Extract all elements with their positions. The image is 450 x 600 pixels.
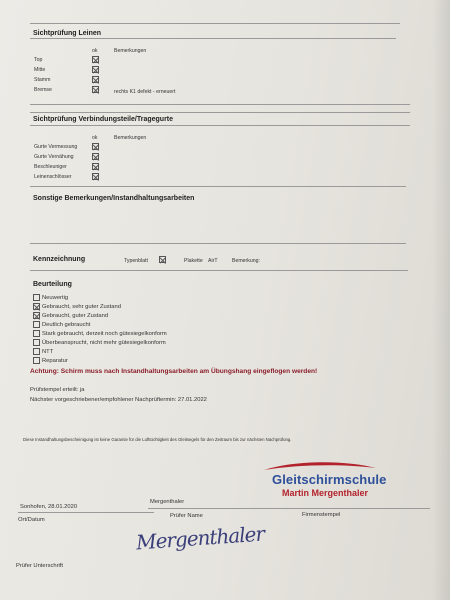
logo-line1: Gleitschirmschule xyxy=(272,472,387,487)
section-title-beurteilung: Beurteilung xyxy=(33,281,72,288)
row-label: Beschleuniger xyxy=(34,164,67,170)
ok-checkbox[interactable] xyxy=(92,143,99,150)
condition-checkbox[interactable] xyxy=(33,294,40,301)
condition-label: Überbeansprucht, nicht mehr gütesiegelkonform xyxy=(42,340,166,346)
warning-text: Achtung: Schirm muss nach Instandhaltungsarbeiten am Übungshang eingeflogen werden! xyxy=(30,368,318,375)
row-remark: rechts K1 defekt - erneuert xyxy=(114,89,176,95)
condition-checkbox[interactable] xyxy=(33,348,40,355)
ok-checkbox[interactable] xyxy=(92,86,99,93)
pruefer-name-label: Prüfer Name xyxy=(170,513,203,519)
pruefer-unterschrift-label: Prüfer Unterschrift xyxy=(16,563,64,569)
condition-checkbox[interactable] xyxy=(33,303,40,310)
ok-checkbox[interactable] xyxy=(92,66,99,73)
condition-checkbox[interactable] xyxy=(33,321,40,328)
page-edge-shadow xyxy=(432,0,450,600)
condition-checkbox[interactable] xyxy=(33,357,40,364)
condition-label: Neuwertig xyxy=(42,295,69,301)
bemerkung-label: Bemerkung: xyxy=(232,258,260,264)
pruefer-name-value: Mergenthaler xyxy=(150,499,185,505)
row-label: Top xyxy=(34,57,43,63)
ok-checkbox[interactable] xyxy=(92,76,99,83)
row-label: Leinenschlösser xyxy=(34,174,72,180)
section-title-kennzeichnung: Kennzeichnung xyxy=(33,256,86,263)
section-title-sonstige: Sonstige Bemerkungen/Instandhaltungsarbeiten xyxy=(33,195,195,202)
condition-label: Deutlich gebraucht xyxy=(42,322,91,328)
typenblatt-label: Typenblatt xyxy=(124,258,148,264)
divider xyxy=(30,38,396,39)
ok-checkbox[interactable] xyxy=(92,163,99,170)
condition-checkbox[interactable] xyxy=(33,330,40,337)
row-label: Gurte Vernähung xyxy=(34,154,74,160)
typenblatt-checkbox[interactable] xyxy=(159,256,166,263)
divider xyxy=(30,243,406,244)
divider xyxy=(30,186,406,187)
condition-label: NTT xyxy=(42,349,54,355)
ok-checkbox[interactable] xyxy=(92,153,99,160)
section-title-leinen: Sichtprüfung Leinen xyxy=(33,30,102,37)
divider xyxy=(30,125,410,126)
section-title-verbindung: Sichtprüfung Verbindungsteile/Tragegurte xyxy=(33,116,174,123)
firmenstempel-label: Firmenstempel xyxy=(302,512,341,518)
disclaimer-text: Diese Instandhaltungsbescheinigung ist keine Garantie für die Lufttüchtigkeit des Gleitsegels für den Zeitraum bis zur nächsten Nachprüfung. xyxy=(23,437,292,442)
condition-checkbox[interactable] xyxy=(33,339,40,346)
plakette-label: Plakette xyxy=(184,258,203,264)
divider xyxy=(18,512,154,513)
condition-label: Stark gebraucht, derzeit noch gütesiegelkonform xyxy=(42,331,167,337)
pruefstempel-text: Prüfstempel erteilt: ja xyxy=(30,387,85,393)
row-label: Bremse xyxy=(34,87,52,93)
divider xyxy=(30,104,410,105)
col-bemerkungen-header: Bemerkungen xyxy=(114,135,147,141)
col-ok-header: ok xyxy=(92,48,98,54)
school-logo xyxy=(258,460,387,502)
condition-checkbox[interactable] xyxy=(33,312,40,319)
plakette-value: AirT xyxy=(208,258,218,264)
col-bemerkungen-header: Bemerkungen xyxy=(114,48,147,54)
divider xyxy=(148,508,430,509)
row-label: Gurte Vermessung xyxy=(34,144,78,150)
condition-label: Gebraucht, sehr guter Zustand xyxy=(42,304,121,310)
divider xyxy=(30,270,408,271)
condition-label: Gebraucht, guter Zustand xyxy=(42,313,109,319)
ort-datum-value: Sonhofen, 28.01.2020 xyxy=(20,504,78,510)
row-label: Stamm xyxy=(34,77,51,83)
row-label: Mitte xyxy=(34,67,46,73)
col-ok-header: ok xyxy=(92,135,98,141)
condition-label: Reparatur xyxy=(42,358,68,364)
ok-checkbox[interactable] xyxy=(92,56,99,63)
ort-datum-label: Ort/Datum xyxy=(18,517,45,523)
ok-checkbox[interactable] xyxy=(92,173,99,180)
divider xyxy=(30,23,400,24)
divider xyxy=(30,112,410,113)
logo-line2: Martin Mergenthaler xyxy=(282,488,369,498)
next-inspection-text: Nächster vorgeschriebener/empfohlener Nachprüftermin: 27.01.2022 xyxy=(30,397,207,403)
handwritten-signature: Mergenthaler xyxy=(135,521,265,555)
